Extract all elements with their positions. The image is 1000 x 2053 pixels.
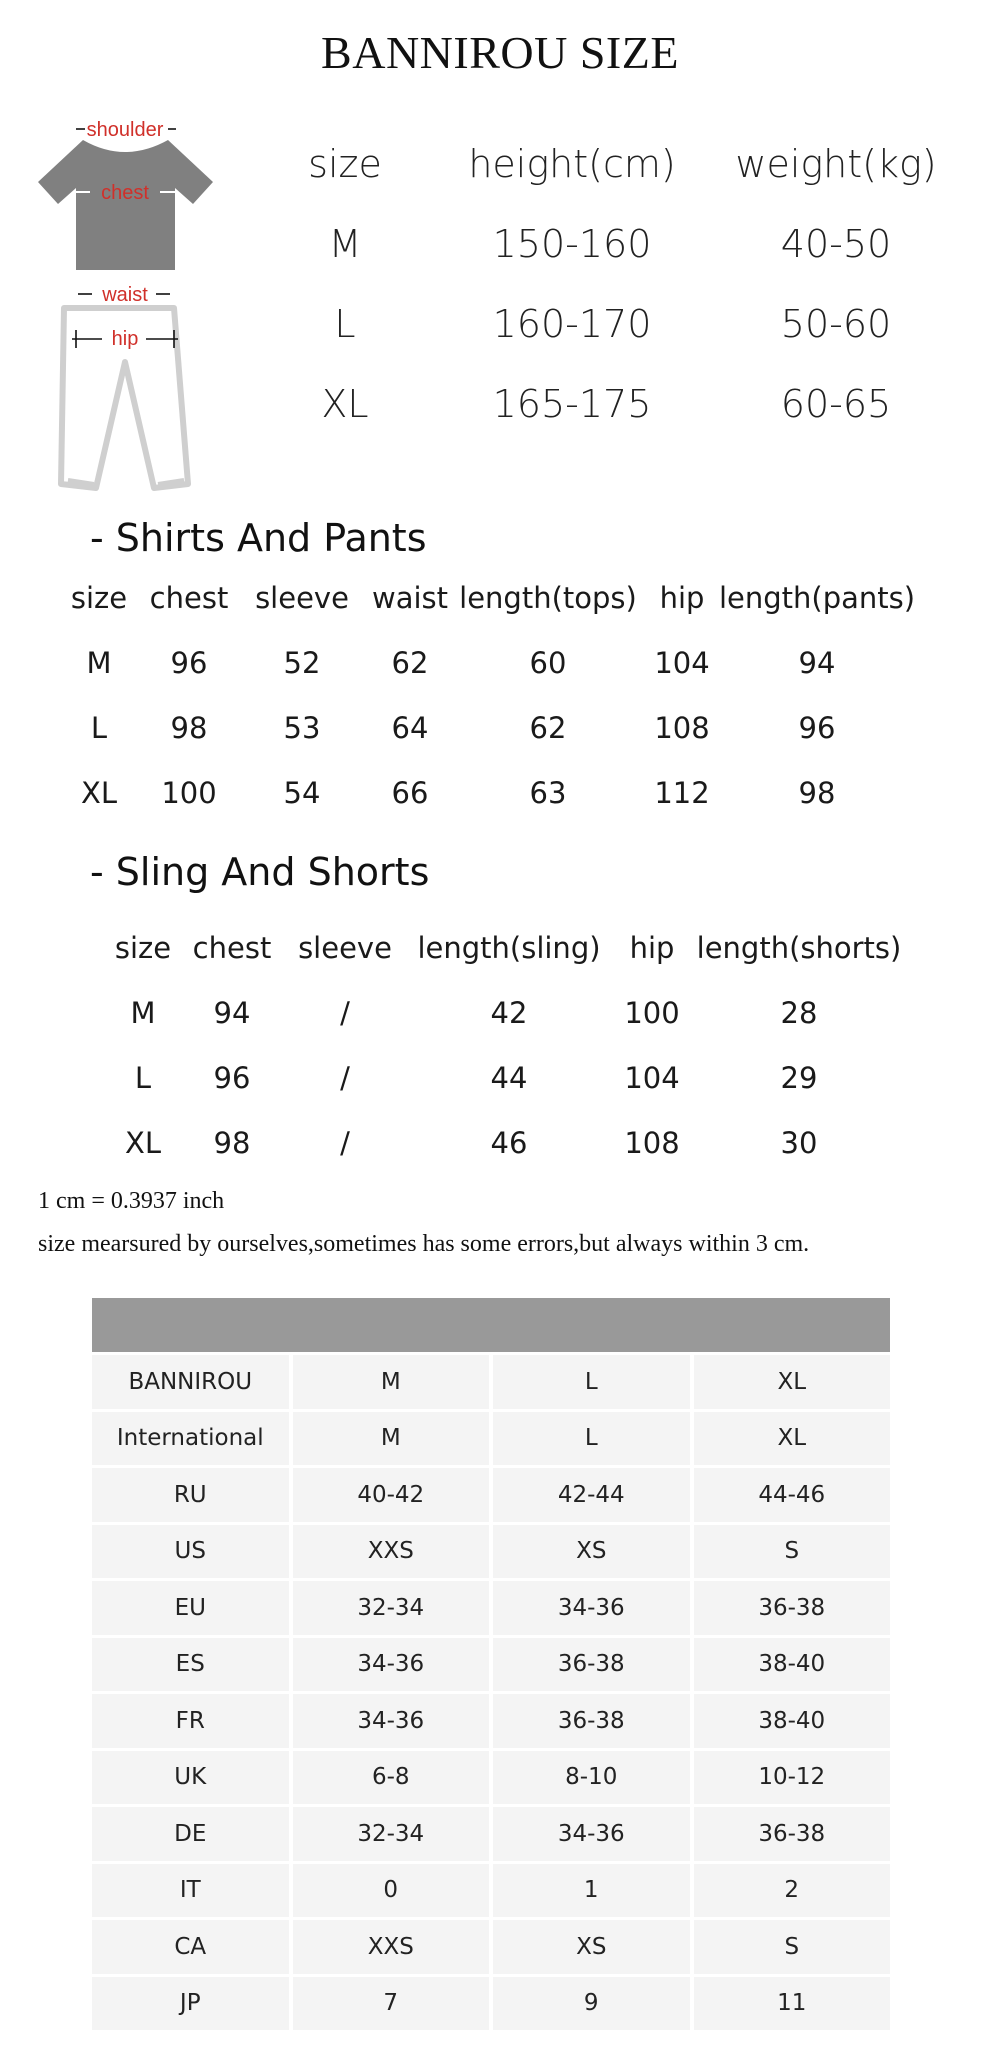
conversion-cell-m: M: [293, 1412, 490, 1466]
header-height: height(cm): [468, 142, 676, 186]
conversion-cell-l: 9: [493, 1977, 690, 2031]
table-row: [92, 1468, 890, 1522]
header-weight: weight(kg): [735, 142, 937, 186]
table-row: [92, 1694, 890, 1748]
cell: /: [340, 1126, 350, 1160]
cell: 53: [283, 711, 321, 745]
cell-size: XL: [321, 382, 369, 426]
cell-weight: 40-50: [780, 222, 892, 266]
conversion-cell-label: DE: [92, 1807, 289, 1861]
section-title-sling-shorts: - Sling And Shorts: [90, 850, 430, 894]
table-row: [0, 711, 1000, 751]
conversion-cell-xl: 38-40: [694, 1694, 891, 1748]
cell-size: L: [334, 302, 356, 346]
cell-height: 160-170: [492, 302, 652, 346]
conversion-cell-m: 7: [293, 1977, 490, 2031]
header-length-sling: length(sling): [417, 931, 601, 965]
table-row: [92, 1977, 890, 2031]
header-length-tops: length(tops): [459, 581, 637, 615]
cell: /: [340, 996, 350, 1030]
conversion-cell-m: 32-34: [293, 1581, 490, 1635]
table-row: [92, 1864, 890, 1918]
table-row: [92, 1412, 890, 1466]
conversion-cell-label: IT: [92, 1864, 289, 1918]
table-row: [0, 776, 1000, 816]
conversion-cell-label: FR: [92, 1694, 289, 1748]
cell: 98: [213, 1126, 251, 1160]
conversion-cell-xl: 44-46: [694, 1468, 891, 1522]
conversion-cell-m: XXS: [293, 1525, 490, 1579]
cell: 64: [391, 711, 429, 745]
cell-weight: 60-65: [780, 382, 892, 426]
header-size: size: [308, 142, 382, 186]
disclaimer-note: size mearsured by ourselves,sometimes has some errors,but always within 3 cm.: [38, 1231, 810, 1257]
conversion-cell-l: 1: [493, 1864, 690, 1918]
table-row: [0, 1126, 1000, 1166]
conversion-cell-l: 34-36: [493, 1807, 690, 1861]
header-hip: hip: [629, 931, 675, 965]
cell: 54: [283, 776, 321, 810]
conversion-cell-l: XS: [493, 1525, 690, 1579]
table-row: [92, 1638, 890, 1692]
header-chest: chest: [149, 581, 229, 615]
cell: 66: [391, 776, 429, 810]
table-row: [92, 1355, 890, 1409]
cell: /: [340, 1061, 350, 1095]
cell: 94: [213, 996, 251, 1030]
conversion-cell-xl: XL: [694, 1412, 891, 1466]
conversion-cell-xl: 36-38: [694, 1807, 891, 1861]
table-row: [0, 382, 1000, 432]
page-title: BANNIROU SIZE: [321, 27, 679, 78]
cell: 42: [490, 996, 528, 1030]
conversion-cell-l: 36-38: [493, 1694, 690, 1748]
conversion-cell-m: 40-42: [293, 1468, 490, 1522]
table-row: [92, 1751, 890, 1805]
size-table-header: [0, 142, 1000, 192]
conversion-note: 1 cm = 0.3937 inch: [38, 1188, 225, 1214]
header-hip: hip: [659, 581, 705, 615]
cell: 98: [170, 711, 208, 745]
table-row: [92, 1920, 890, 1974]
header-waist: waist: [371, 581, 449, 615]
conversion-cell-label: US: [92, 1525, 289, 1579]
conversion-cell-label: CA: [92, 1920, 289, 1974]
conversion-cell-l: 8-10: [493, 1751, 690, 1805]
cell-weight: 50-60: [780, 302, 892, 346]
cell: 100: [161, 776, 217, 810]
table-row: [0, 1061, 1000, 1101]
header-length-pants: length(pants): [718, 581, 916, 615]
conversion-cell-m: 34-36: [293, 1638, 490, 1692]
conversion-cell-label: RU: [92, 1468, 289, 1522]
conversion-table-header-bar: [92, 1298, 890, 1352]
table-row: [0, 646, 1000, 686]
shoulder-label: shoulder: [86, 119, 164, 141]
cell: 46: [490, 1126, 528, 1160]
conversion-cell-m: 32-34: [293, 1807, 490, 1861]
cell: 52: [283, 646, 321, 680]
cell: 28: [780, 996, 818, 1030]
conversion-cell-m: XXS: [293, 1920, 490, 1974]
cell: 62: [391, 646, 429, 680]
cell: 112: [654, 776, 710, 810]
conversion-cell-label: International: [92, 1412, 289, 1466]
conversion-cell-l: XS: [493, 1920, 690, 1974]
conversion-cell-label: BANNIROU: [92, 1355, 289, 1409]
cell: 104: [654, 646, 710, 680]
cell: L: [90, 711, 108, 745]
conversion-cell-xl: 36-38: [694, 1581, 891, 1635]
cell: 108: [654, 711, 710, 745]
chest-label: chest: [101, 182, 149, 204]
cell: 44: [490, 1061, 528, 1095]
conversion-cell-m: M: [293, 1355, 490, 1409]
cell-height: 150-160: [492, 222, 652, 266]
cell: 108: [624, 1126, 680, 1160]
cell: 96: [170, 646, 208, 680]
table-row: [92, 1807, 890, 1861]
section-title-shirts-pants: - Shirts And Pants: [90, 516, 427, 560]
header-sleeve: sleeve: [255, 581, 349, 615]
conversion-cell-m: 34-36: [293, 1694, 490, 1748]
cell: 100: [624, 996, 680, 1030]
cell-size: M: [328, 222, 362, 266]
cell: L: [134, 1061, 152, 1095]
conversion-cell-label: JP: [92, 1977, 289, 2031]
conversion-cell-xl: 38-40: [694, 1638, 891, 1692]
conversion-table: [92, 1355, 890, 2033]
header-size: size: [114, 931, 172, 965]
cell: 98: [798, 776, 836, 810]
table-row: [92, 1525, 890, 1579]
conversion-cell-label: EU: [92, 1581, 289, 1635]
cell: 29: [780, 1061, 818, 1095]
cell: M: [86, 646, 112, 680]
header-size: size: [70, 581, 128, 615]
conversion-cell-l: 34-36: [493, 1581, 690, 1635]
header-chest: chest: [192, 931, 272, 965]
cell: 60: [529, 646, 567, 680]
conversion-cell-xl: 2: [694, 1864, 891, 1918]
conversion-cell-label: ES: [92, 1638, 289, 1692]
cell: M: [130, 996, 156, 1030]
header-sleeve: sleeve: [298, 931, 392, 965]
cell: 63: [529, 776, 567, 810]
conversion-cell-l: 36-38: [493, 1638, 690, 1692]
cell: 104: [624, 1061, 680, 1095]
table-row: [92, 1581, 890, 1635]
cell: 96: [798, 711, 836, 745]
conversion-cell-xl: XL: [694, 1355, 891, 1409]
hip-label: hip: [111, 328, 139, 350]
conversion-cell-m: 0: [293, 1864, 490, 1918]
table-row: [0, 996, 1000, 1036]
table-row: [0, 222, 1000, 272]
cell-height: 165-175: [492, 382, 652, 426]
conversion-cell-xl: 11: [694, 1977, 891, 2031]
shirts-pants-header: [0, 581, 1000, 621]
cell: 62: [529, 711, 567, 745]
conversion-cell-m: 6-8: [293, 1751, 490, 1805]
conversion-cell-l: 42-44: [493, 1468, 690, 1522]
conversion-cell-l: L: [493, 1355, 690, 1409]
conversion-cell-label: UK: [92, 1751, 289, 1805]
cell: 96: [213, 1061, 251, 1095]
waist-label: waist: [102, 284, 148, 306]
cell: XL: [124, 1126, 162, 1160]
conversion-cell-xl: S: [694, 1525, 891, 1579]
cell: 94: [798, 646, 836, 680]
conversion-cell-xl: 10-12: [694, 1751, 891, 1805]
conversion-cell-xl: S: [694, 1920, 891, 1974]
table-row: [0, 302, 1000, 352]
conversion-cell-l: L: [493, 1412, 690, 1466]
cell: 30: [780, 1126, 818, 1160]
sling-shorts-header: [0, 931, 1000, 971]
cell: XL: [80, 776, 118, 810]
header-length-shorts: length(shorts): [696, 931, 902, 965]
